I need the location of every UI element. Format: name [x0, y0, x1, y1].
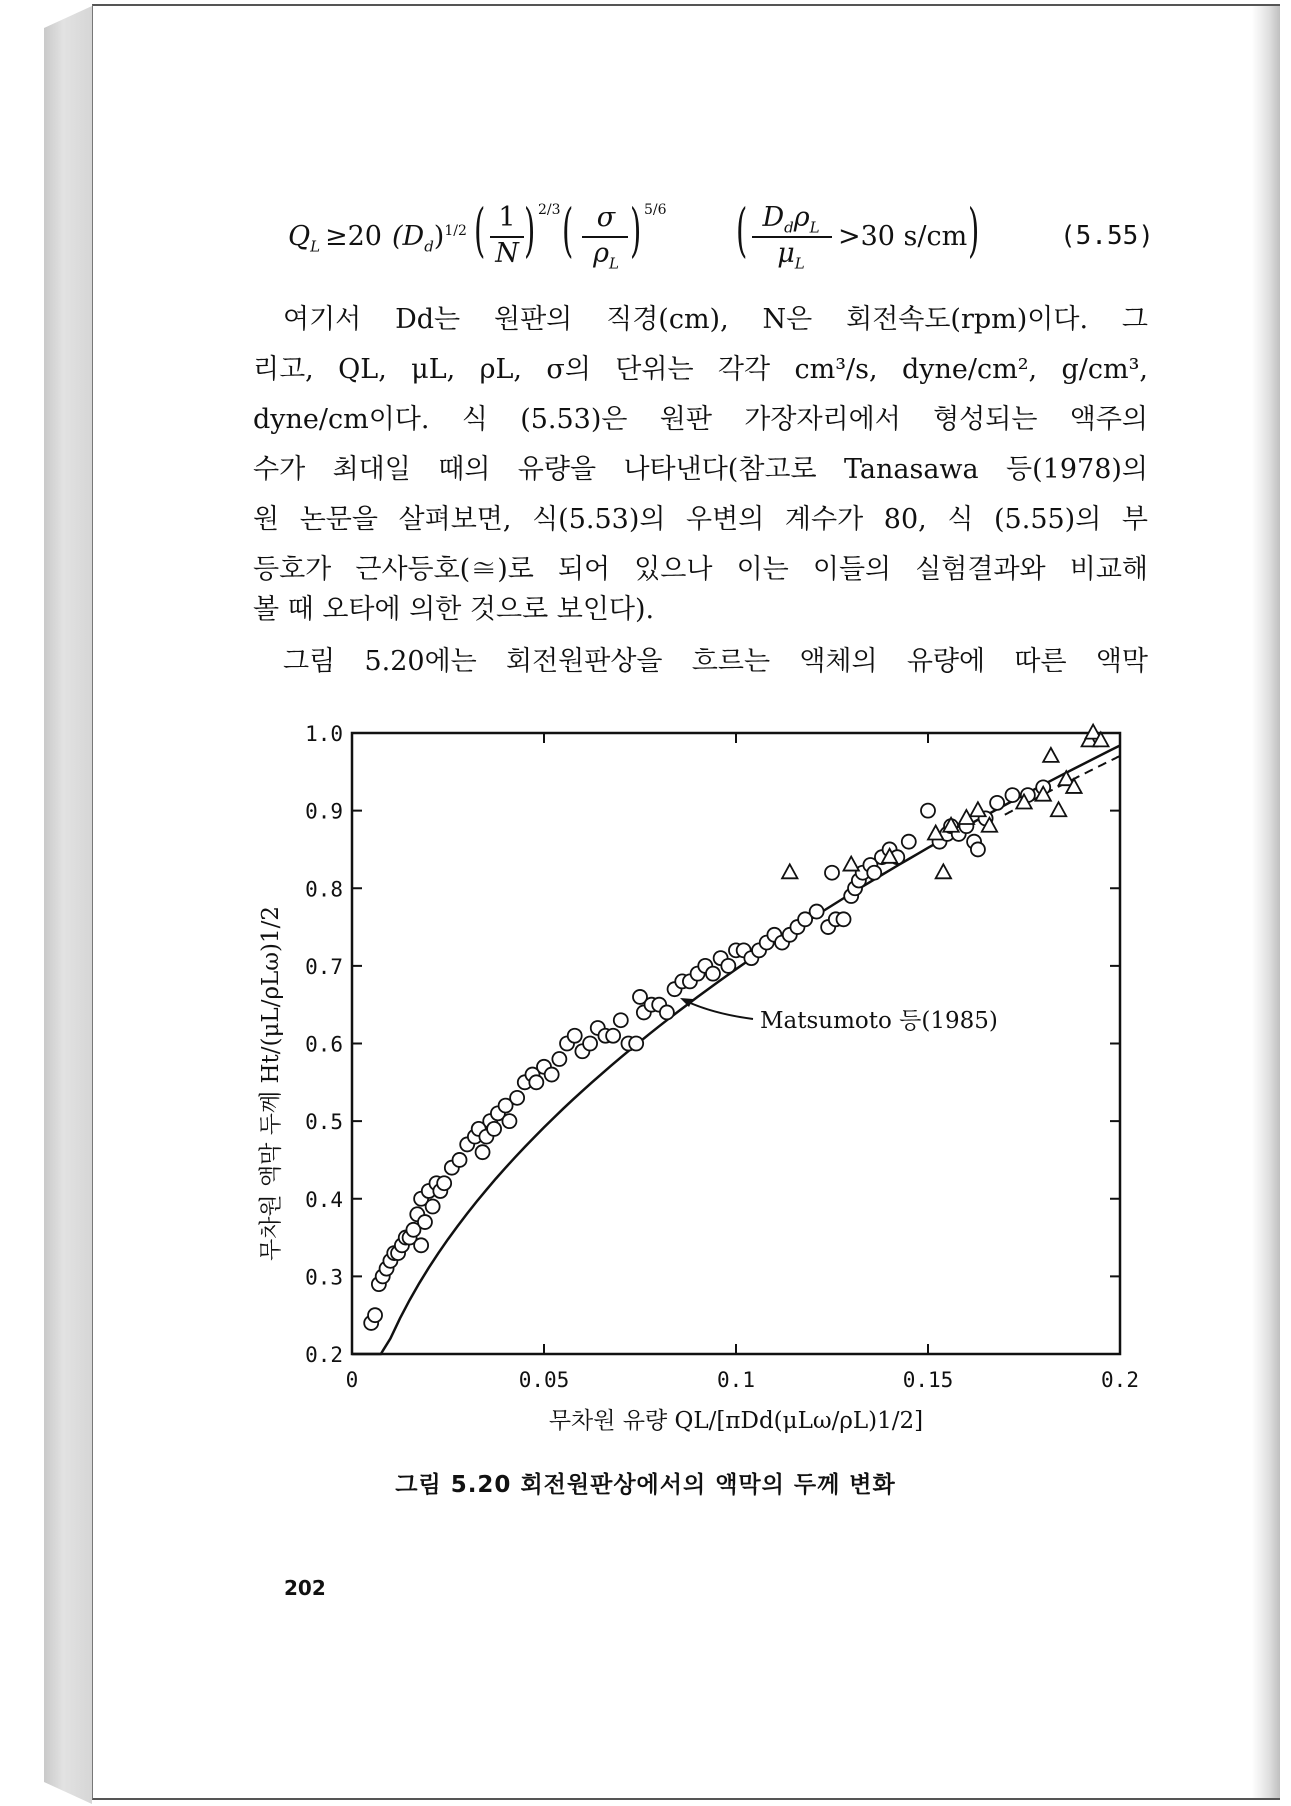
eq-frac1-den: N	[495, 238, 519, 269]
eq-frac2-den-sub: L	[608, 254, 619, 273]
paragraph-1-line-3: dyne/cm이다. 식 (5.53)은 원판 가장자리에서 형성되는 액주의	[253, 404, 1148, 435]
eq-lhs: Q	[288, 221, 311, 252]
eq-term1-open: (D	[392, 221, 425, 252]
eq-cond-num-rho: ρ	[793, 202, 810, 233]
data-point-circle	[837, 912, 851, 926]
data-point-circle	[902, 835, 916, 849]
data-point-circle	[825, 866, 839, 880]
chart-ticks	[305, 722, 1139, 1392]
y-tick-label: 0.8	[305, 877, 343, 902]
data-point-circle	[426, 1200, 440, 1214]
paragraph-1-line-4: 수가 최대일 때의 유량을 나타낸다(참고로 Tanasawa 등(1978)의	[253, 454, 1148, 485]
eq-term1-sub: d	[424, 237, 434, 256]
paragraph-1-line-7: 볼 때 오타에 의한 것으로 보인다).	[253, 594, 655, 625]
y-tick-label: 0.9	[305, 799, 343, 824]
annotation-matsumoto: Matsumoto 등(1985)	[760, 1008, 998, 1034]
data-point-triangle	[844, 857, 859, 871]
eq-frac2-den-rho: ρ	[593, 238, 609, 269]
eq-paren-close-2: )	[630, 196, 642, 264]
x-axis-label: 무차원 유량 QL/[πDd(μLω/ρL)1/2]	[548, 1408, 924, 1434]
paragraph-1-line-1: 여기서 Dd는 원판의 직경(cm), N은 회전속도(rpm)이다. 그	[283, 304, 1148, 335]
data-point-circle	[487, 1122, 501, 1136]
x-tick-label: 0	[345, 1368, 359, 1392]
eq-paren-open-1: (	[474, 196, 486, 264]
data-point-circle	[502, 1114, 516, 1128]
data-point-triangle	[970, 802, 985, 816]
x-tick-label: 0.1	[717, 1368, 755, 1392]
eq-cond-num-sub1: d	[784, 218, 794, 237]
eq-cond-den-mu: μ	[777, 238, 795, 269]
paragraph-1-line-6: 등호가 근사등호(≅)로 되어 있으나 이는 이들의 실험결과와 비교해	[253, 554, 1148, 585]
eq-lhs-sub: L	[310, 237, 321, 256]
data-point-circle	[971, 842, 985, 856]
eq-number: (5.55)	[1060, 221, 1154, 251]
data-point-circle	[414, 1238, 428, 1252]
data-point-triangle	[936, 864, 951, 878]
data-point-circle	[568, 1029, 582, 1043]
x-tick-label: 0.15	[902, 1368, 954, 1392]
data-point-circle	[368, 1308, 382, 1322]
y-tick-label: 0.2	[305, 1343, 343, 1367]
data-point-triangle	[782, 864, 797, 878]
eq-cond-paren-close: )	[968, 196, 980, 264]
y-tick-label: 1.0	[305, 722, 343, 746]
y-tick-label: 0.7	[305, 954, 343, 979]
paragraph-1-line-2: 리고, QL, μL, ρL, σ의 단위는 각각 cm³/s, dyne/cm², g/cm³,	[253, 354, 1148, 385]
data-point-circle	[867, 866, 881, 880]
eq-term1-close: )	[433, 221, 445, 252]
paragraph-1-line-5: 원 논문을 살펴보면, 식(5.53)의 우변의 계수가 80, 식 (5.55)의 부	[253, 504, 1148, 535]
eq-frac1-num: 1	[498, 202, 516, 233]
eq-paren-open-2: (	[562, 196, 574, 264]
x-tick-label: 0.05	[518, 1368, 570, 1392]
data-point-circle	[614, 1013, 628, 1027]
annotation-leader	[688, 1002, 753, 1019]
data-point-circle	[510, 1091, 524, 1105]
data-point-circle	[453, 1153, 467, 1167]
data-point-circle	[810, 905, 824, 919]
chart-curves	[352, 746, 1120, 1355]
page-number: 202	[284, 1576, 326, 1600]
eq-paren-close-1: )	[524, 196, 536, 264]
figure-caption: 그림 5.20 회전원판상에서의 액막의 두께 변화	[395, 1472, 896, 1498]
y-tick-label: 0.3	[305, 1265, 343, 1290]
data-point-circle	[606, 1029, 620, 1043]
y-tick-label: 0.4	[305, 1187, 343, 1212]
x-tick-label: 0.2	[1101, 1368, 1139, 1392]
eq-cond-rhs: >30 s/cm	[838, 221, 968, 252]
eq-relation: ≥20	[325, 221, 382, 252]
data-point-circle	[990, 796, 1004, 810]
chart-axes	[352, 733, 1120, 1354]
eq-cond-num-d: D	[762, 202, 785, 233]
paragraph-2-line-1: 그림 5.20에는 회전원판상을 흐르는 액체의 유량에 따른 액막	[283, 646, 1148, 677]
eq-cond-paren-open: (	[736, 196, 748, 264]
data-point-triangle	[1051, 802, 1066, 816]
eq-cond-num-sub2: L	[809, 218, 820, 237]
y-tick-label: 0.5	[305, 1110, 343, 1135]
data-point-circle	[660, 1005, 674, 1019]
data-point-circle	[545, 1068, 559, 1082]
data-point-circle	[529, 1075, 543, 1089]
data-point-triangle	[1043, 748, 1058, 762]
data-point-circle	[583, 1037, 597, 1051]
data-point-circle	[476, 1145, 490, 1159]
eq-frac1-exp: 2/3	[538, 202, 561, 218]
plot-frame	[352, 733, 1120, 1354]
y-tick-label: 0.6	[305, 1032, 343, 1057]
eq-cond-den-sub: L	[794, 254, 805, 273]
data-point-circle	[437, 1176, 451, 1190]
eq-frac2-num: σ	[596, 202, 616, 233]
data-point-circle	[706, 967, 720, 981]
data-point-circle	[1005, 788, 1019, 802]
y-axis-label: 무차원 액막 두께 Ht/(μL/ρLω)1/2	[258, 906, 284, 1261]
data-point-circle	[552, 1052, 566, 1066]
data-point-circle	[418, 1215, 432, 1229]
data-point-circle	[629, 1037, 643, 1051]
data-point-circle	[721, 959, 735, 973]
data-point-circle	[921, 804, 935, 818]
eq-term1-exp: 1/2	[444, 223, 467, 239]
eq-frac2-exp: 5/6	[644, 202, 667, 218]
curve-fit-solid	[352, 746, 1120, 1355]
